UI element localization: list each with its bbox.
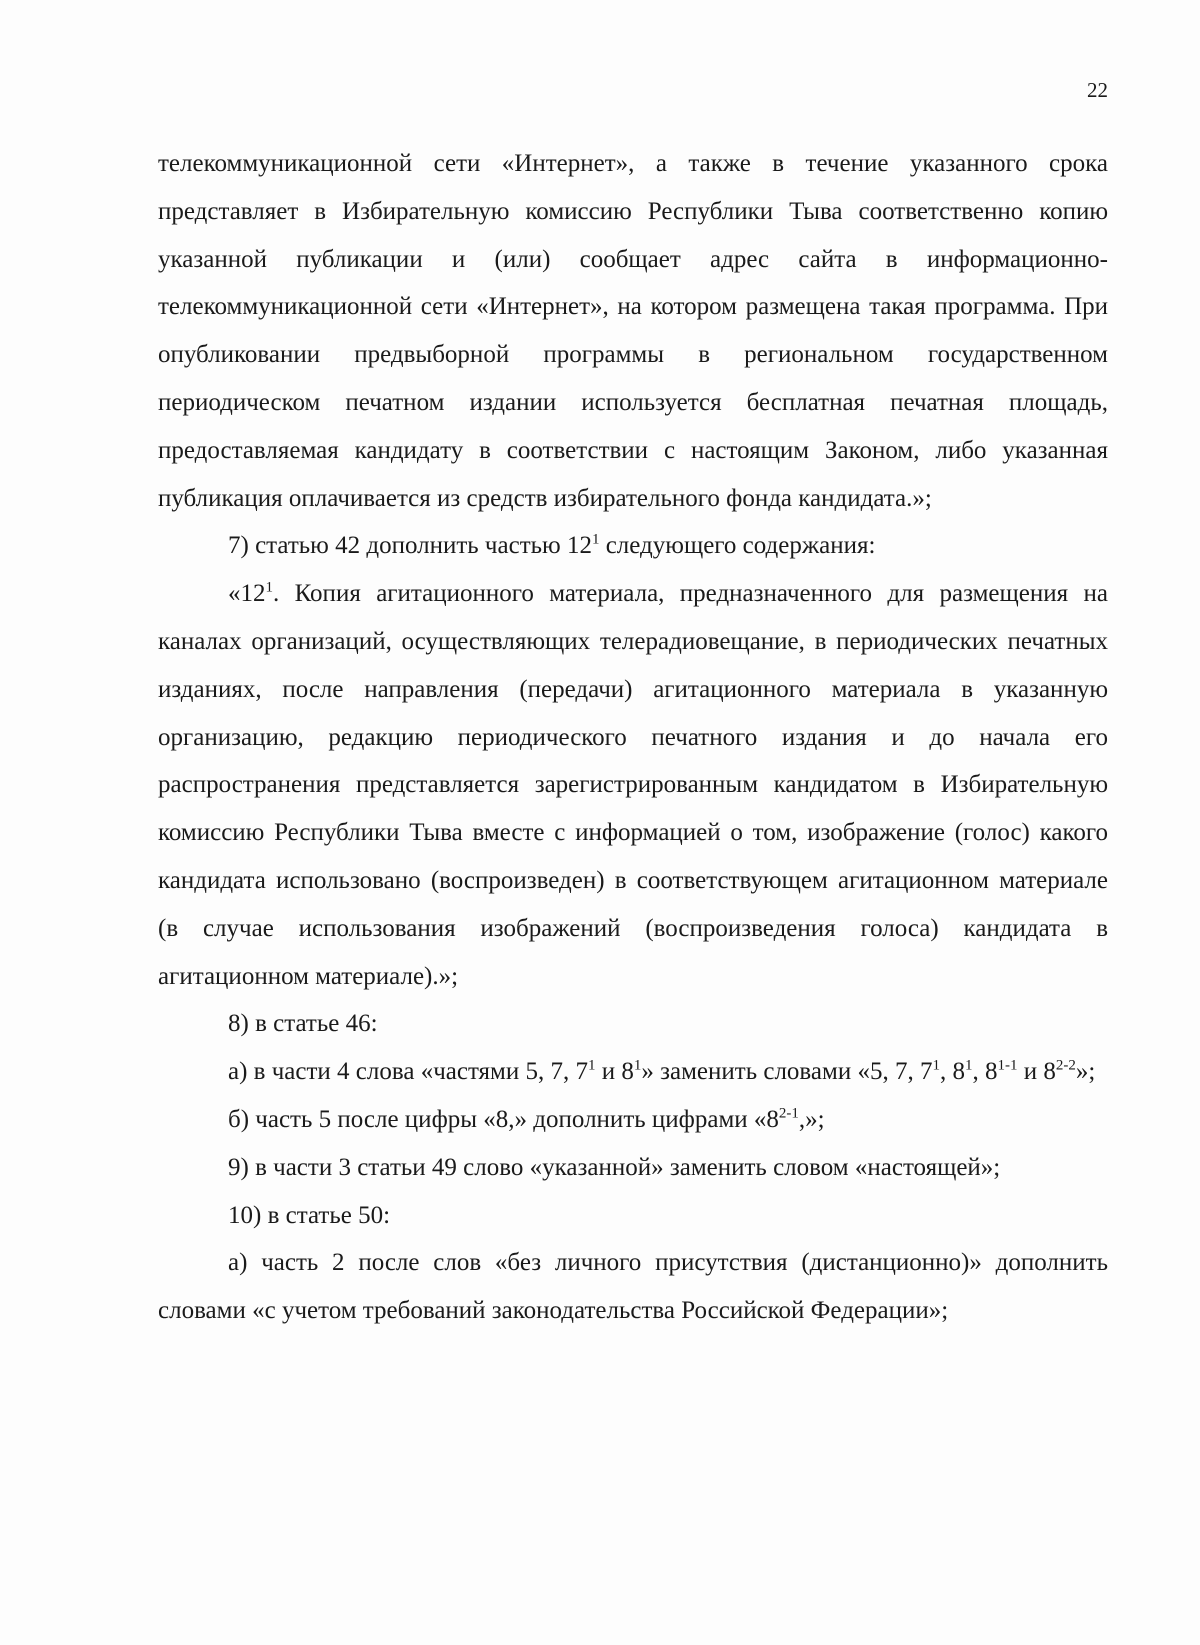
text-segment: а) в части 4 слова «частями 5, 7, 7 <box>228 1058 588 1086</box>
superscript: 1 <box>265 579 273 596</box>
text-segment: и 8 <box>595 1058 634 1086</box>
paragraph-item-9: 9) в части 3 статьи 49 слово «указанной» заменить словом «настоящей»; <box>228 1153 1001 1181</box>
superscript: 1 <box>591 532 600 549</box>
text-segment: «12 <box>228 580 266 608</box>
superscript: 1-1 <box>997 1057 1018 1074</box>
text-segment: ,»; <box>798 1105 825 1133</box>
superscript: 1 <box>633 1057 642 1074</box>
document-body <box>158 140 1108 1335</box>
text-segment: . Копия агитационного материала, предназначенного для размещения на каналах организаций, осуществляющих телерадиовещание, в периодических печатных изданиях, после направления (передачи) агитационного материала в указанную организацию, редакцию периодического печатного издания и до начала его распространения представляется зарегистрированным кандидатом в Избирательную комиссию Республики Тыва вместе с информацией о том, изображение (голос) какого кандидата использовано (воспроизведен) в соответствующем агитационном материале (в случае использования изображений (воспроизведения голоса) кандидата в агитационном материале).»; <box>158 580 1108 990</box>
paragraph-publication: телекоммуникационной сети «Интернет», а также в течение указанного срока представляет в Избирательную комиссию Республики Тыва соответственно копию указанной публикации и (или) сообщает адрес сайта в информационно-телекоммуникационной сети «Интернет», на котором размещена такая программа. При опубликовании предвыборной программы в региональном государственном периодическом печатном издании используется бесплатная печатная площадь, предоставляемая кандидату в соответствии с настоящим Законом, либо указанная публикация оплачивается из средств избирательного фонда кандидата.»; <box>158 150 1108 512</box>
text-segment: следующего содержания: <box>599 532 876 560</box>
text-segment: , 8 <box>972 1058 998 1086</box>
paragraph-item-10: 10) в статье 50: <box>228 1201 391 1229</box>
paragraph-part-12-1 <box>158 570 1108 1000</box>
paragraph-item-10a: а) часть 2 после слов «без личного присутствия (дистанционно)» дополнить словами «с учетом требований законодательства Российской Федерации»; <box>158 1249 1108 1325</box>
text-segment: и 8 <box>1017 1058 1056 1086</box>
paragraph-item-7 <box>158 522 1108 570</box>
text-segment: » заменить словами «5, 7, 7 <box>641 1058 933 1086</box>
superscript: 1 <box>964 1057 973 1074</box>
text-segment: 7) статью 42 дополнить частью 12 <box>228 532 592 560</box>
page-number: 22 <box>1087 78 1108 102</box>
text-segment: »; <box>1075 1058 1096 1086</box>
superscript: 1 <box>588 1057 596 1074</box>
paragraph-item-8: 8) в статье 46: <box>228 1010 378 1038</box>
text-segment: , 8 <box>939 1058 965 1086</box>
text-segment: б) часть 5 после цифры «8,» дополнить цифрами «8 <box>228 1105 779 1133</box>
paragraph-item-8b <box>158 1096 1108 1144</box>
superscript: 2-2 <box>1055 1057 1076 1074</box>
paragraph-item-8a <box>158 1048 1108 1096</box>
superscript: 1 <box>932 1057 940 1074</box>
superscript: 2-1 <box>778 1105 799 1122</box>
